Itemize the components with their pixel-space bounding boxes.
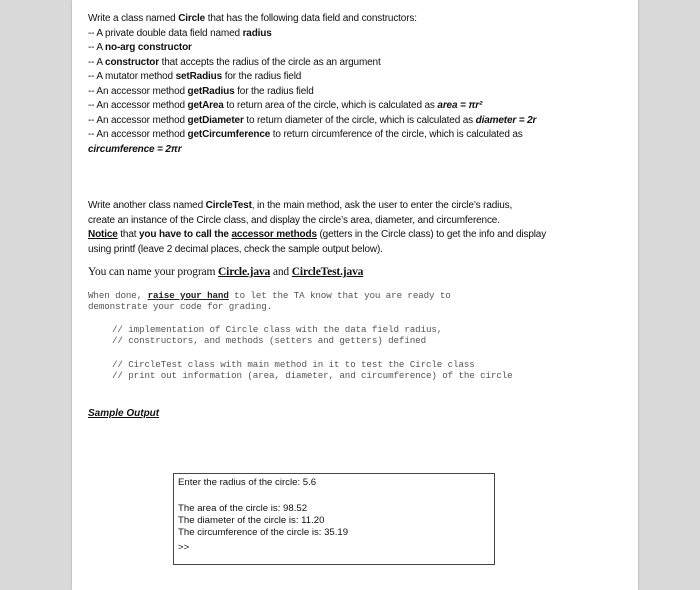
sample-cursor: >> — [178, 542, 190, 553]
sample-diameter-line: The diameter of the circle is: 11.20 — [178, 515, 325, 526]
circletest-line: Write another class named CircleTest, in the main method, ask the user to enter the circle’s radius, — [88, 200, 513, 211]
code-comment: // implementation of Circle class with the data field radius, — [112, 323, 443, 335]
diameter-formula: diameter = 2r — [475, 114, 537, 126]
sample-output-title: Sample Output — [88, 407, 160, 419]
circletest-line: create an instance of the Circle class, and display the circle’s area, diameter, and circumference. — [88, 214, 500, 226]
sample-output-box — [173, 473, 495, 565]
requirement-item: -- An accessor method getArea to return area of the circle, which is calculated as area = πr² — [88, 100, 483, 111]
instruction-mono: When done, raise your hand to let the TA know that you are ready to — [88, 289, 451, 301]
instruction-mono: demonstrate your code for grading. — [88, 301, 273, 312]
requirement-item: -- An accessor method getRadius for the radius field — [88, 85, 314, 97]
notice-line: Notice that you have to call the accessor methods (getters in the Circle class) to get the info and display — [88, 229, 547, 240]
document-content — [88, 12, 628, 419]
area-formula: area = πr² — [437, 100, 483, 111]
class-name-circle: Circle — [178, 13, 206, 24]
requirement-item: -- A private double data field named radius — [88, 27, 272, 39]
code-comment: // constructors, and methods (setters and getters) defined — [112, 335, 426, 346]
document-page — [72, 0, 638, 590]
file-name-circletest: CircleTest.java — [291, 266, 364, 278]
file-name-circle: Circle.java — [218, 266, 271, 278]
requirement-item: -- A no-arg constructor — [88, 42, 192, 53]
program-name-line: You can name your program Circle.java and CircleTest.java — [88, 266, 364, 278]
circletest-line: using printf (leave 2 decimal places, check the sample output below). — [88, 243, 383, 255]
sample-area-line: The area of the circle is: 98.52 — [178, 503, 308, 514]
requirement-item: -- A mutator method setRadius for the radius field — [88, 71, 302, 82]
code-comment: // CircleTest class with main method in it to test the Circle class — [112, 358, 475, 370]
intro-line: Write a class named Circle that has the following data field and constructors: — [88, 13, 417, 24]
sample-circumference-line: The circumference of the circle is: 35.19 — [178, 527, 349, 538]
sample-prompt-line: Enter the radius of the circle: 5.6 — [178, 477, 317, 488]
requirement-item: -- An accessor method getCircumference to return circumference of the circle, which is calculated as — [88, 129, 523, 140]
circumference-formula: circumference = 2πr — [88, 143, 182, 155]
requirement-item: -- A constructor that accepts the radius of the circle as an argument — [88, 56, 381, 68]
notice-label: Notice — [88, 229, 118, 240]
code-comment: // print out information (area, diameter, and circumference) of the circle — [112, 370, 513, 381]
requirement-item: -- An accessor method getDiameter to return diameter of the circle, which is calculated as diameter = 2r — [88, 114, 537, 126]
class-name-circletest: CircleTest — [205, 200, 252, 211]
requirement-item-continued — [88, 143, 628, 158]
